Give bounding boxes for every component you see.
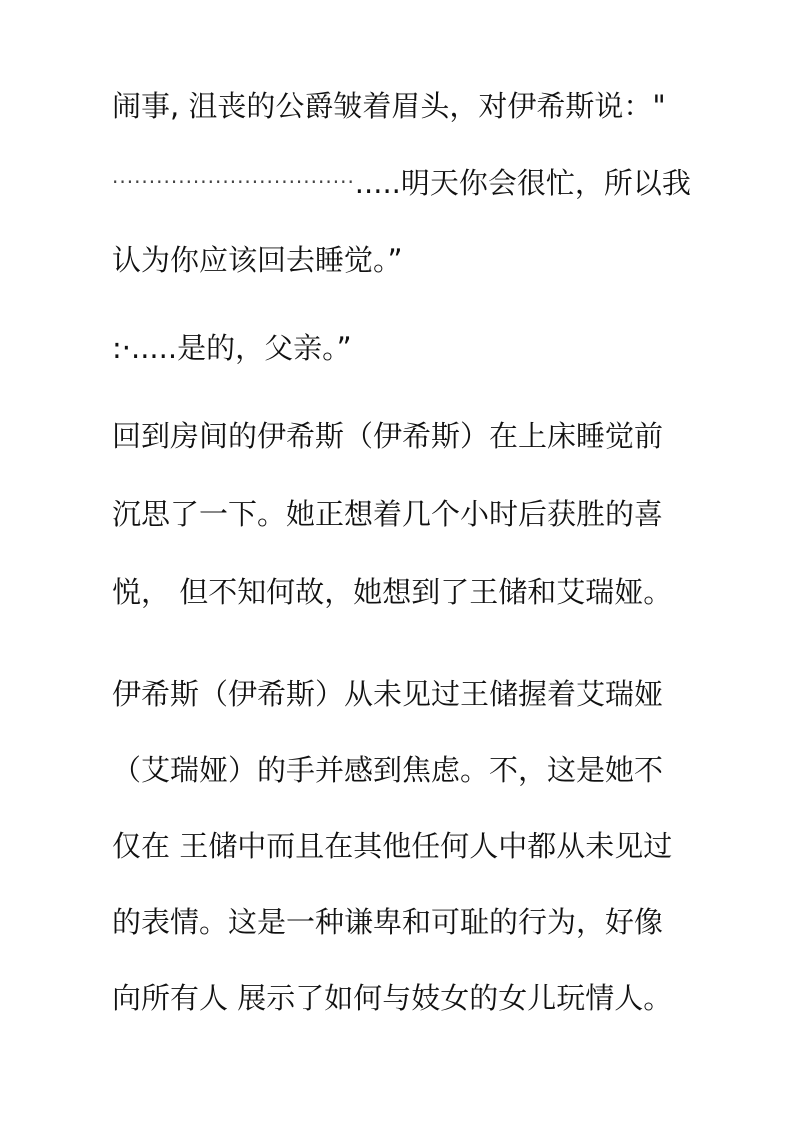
text-line-9: （艾瑞娅）的手并感到焦虑。不，这是她不 [112,753,664,787]
text-line-4: :·.....是的，父亲。” [112,331,352,365]
text-line-3: 认为你应该回去睡觉。” [112,243,403,277]
text-line-10: 仅在 王储中而且在其他任何人中都从未见过 [112,829,673,863]
text-line-6: 沉思了一下。她正想着几个小时后获胜的喜 [112,497,664,531]
text-line-12: 向所有人 展示了如何与妓女的女儿玩情人。 [112,981,673,1015]
ellipsis-leader: ································· [112,170,355,194]
text-line-2-content: .....明天你会很忙，所以我 [354,166,691,200]
text-line-2 [112,164,712,201]
text-line-5: 回到房间的伊希斯（伊希斯）在上床睡觉前 [112,419,664,453]
text-line-8: 伊希斯（伊希斯）从未见过王储握着艾瑞娅 [112,677,664,711]
text-line-7: 悦， 但不知何故，她想到了王储和艾瑞娅。 [112,575,673,609]
text-line-11: 的表情。这是一种谦卑和可耻的行为，好像 [112,905,664,939]
text-line-1: 闹事, 沮丧的公爵皱着眉头，对伊希斯说：" [112,89,666,123]
